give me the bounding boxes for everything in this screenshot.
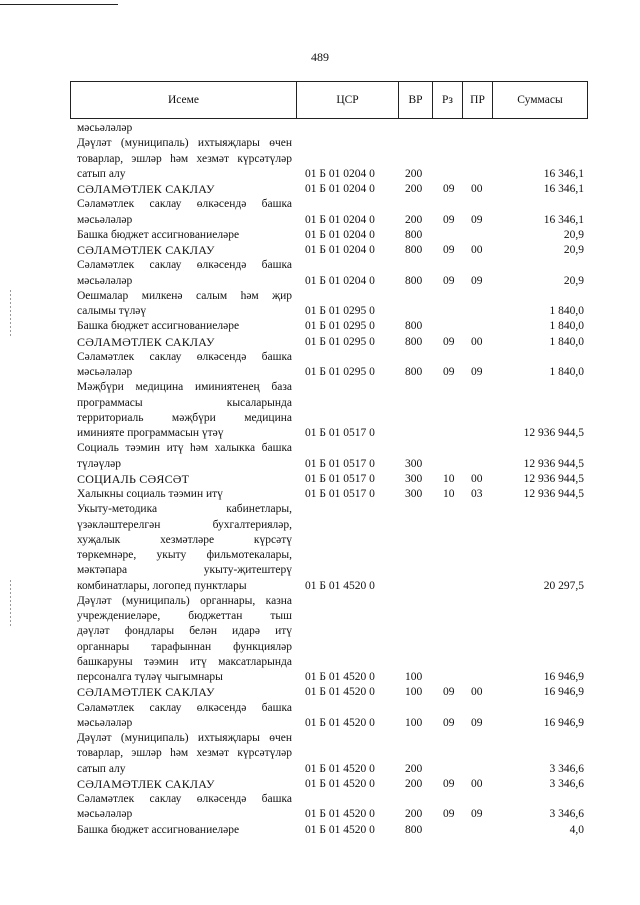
row-name-line: Сәламәтлек саклау өлкәсендә башка <box>77 350 292 363</box>
row-name-line: башкаруны тәэмин итү максатларында <box>77 655 292 668</box>
row-name-line: Дәүләт (муниципаль) ихтыяҗлары өчен <box>77 137 292 150</box>
row-sum: 20,9 <box>563 274 584 287</box>
row-sum: 1 840,0 <box>549 320 584 333</box>
row-name-line: программасы кысаларында <box>77 396 292 409</box>
row-name-line: СӘЛАМӘТЛЕК САКЛАУ <box>77 182 215 196</box>
row-name-line: дәүләт фондлары белән идарә итү <box>77 625 292 638</box>
header-name: Исеме <box>167 94 200 106</box>
row-sum: 3 346,6 <box>549 777 584 790</box>
row-name-line: Башка бюджет ассигнованиеләре <box>77 320 240 333</box>
row-name-line: товарлар, эшләр һәм хезмәт күрсәтүләр <box>77 747 292 760</box>
row-csr: 01 Б 01 0204 0 <box>305 274 375 287</box>
row-vr: 300 <box>405 457 423 470</box>
row-vr: 300 <box>405 488 423 500</box>
margin-mark <box>10 290 11 336</box>
row-vr: 800 <box>405 228 423 241</box>
row-sum: 12 936 944,5 <box>523 427 584 439</box>
row-rz: 09 <box>443 777 455 790</box>
row-name-line: СӘЛАМӘТЛЕК САКЛАУ <box>77 334 215 349</box>
row-csr: 01 Б 01 0204 0 <box>305 167 375 180</box>
row-sum: 16 946,9 <box>543 716 584 729</box>
row-vr: 200 <box>405 762 423 775</box>
row-vr: 200 <box>405 808 423 821</box>
row-name-line: мәсьәләләр <box>77 716 133 729</box>
row-name-line: сатып алу <box>77 762 126 775</box>
row-name-line: сатып алу <box>77 167 126 180</box>
row-pr: 09 <box>471 716 483 729</box>
row-pr: 09 <box>471 274 483 287</box>
row-csr: 01 Б 01 0517 0 <box>305 427 375 439</box>
row-name-line: СӘЛАМӘТЛЕК САКЛАУ <box>77 776 215 791</box>
row-name-line: комбинатлары, логопед пунктлары <box>77 579 247 592</box>
row-name-line: Халыкны социаль тәэмин итү <box>77 488 223 500</box>
row-sum: 20 297,5 <box>543 579 584 592</box>
row-csr: 01 Б 01 4520 0 <box>305 671 375 683</box>
row-rz: 09 <box>443 716 455 729</box>
row-csr: 01 Б 01 0204 0 <box>305 228 375 241</box>
row-csr: 01 Б 01 0517 0 <box>305 457 375 470</box>
row-csr: 01 Б 01 4520 0 <box>305 823 375 836</box>
row-name-line: Дәүләт (муниципаль) ихтыяҗлары өчен <box>77 732 292 744</box>
row-rz: 10 <box>443 472 455 485</box>
row-rz: 09 <box>443 274 455 287</box>
row-csr: 01 Б 01 0295 0 <box>305 320 375 333</box>
row-rz: 09 <box>443 808 455 821</box>
row-pr: 03 <box>471 488 483 500</box>
row-rz: 09 <box>443 244 455 256</box>
row-vr: 200 <box>405 777 423 790</box>
row-csr: 01 Б 01 0517 0 <box>305 472 375 485</box>
header-sum: Суммасы <box>517 94 563 106</box>
row-name-line: Сәламәтлек саклау өлкәсендә башка <box>77 198 292 211</box>
row-pr: 09 <box>471 366 483 378</box>
margin-mark <box>10 580 11 626</box>
row-vr: 100 <box>405 671 423 683</box>
row-rz: 09 <box>443 686 455 699</box>
row-sum: 16 346,1 <box>543 167 584 180</box>
header-vr: ВР <box>408 94 423 106</box>
row-sum: 1 840,0 <box>549 335 584 348</box>
row-pr: 00 <box>471 472 483 485</box>
row-csr: 01 Б 01 0295 0 <box>305 305 375 317</box>
page-number: 489 <box>311 50 329 64</box>
row-pr: 09 <box>471 808 483 821</box>
row-name-line: персоналга түләү чыгымнары <box>77 671 223 683</box>
row-sum: 16 346,1 <box>543 213 584 226</box>
row-sum: 16 946,9 <box>543 671 584 683</box>
row-pr: 00 <box>471 244 483 256</box>
row-rz: 09 <box>443 183 455 195</box>
header-pr: ПР <box>470 94 485 106</box>
row-name-line: Социаль тәэмин итү һәм халыкка башка <box>77 442 292 455</box>
row-name-line: мәсьәләләр <box>77 213 133 226</box>
row-csr: 01 Б 01 4520 0 <box>305 808 375 821</box>
row-vr: 800 <box>405 320 423 333</box>
row-name-line: Укыту-методика кабинетлары, <box>77 503 292 516</box>
row-sum: 16 946,9 <box>543 686 584 699</box>
row-csr: 01 Б 01 0295 0 <box>305 335 375 348</box>
row-vr: 200 <box>405 213 423 226</box>
row-pr: 09 <box>471 213 483 226</box>
row-rz: 09 <box>443 366 455 378</box>
row-name-line: Сәламәтлек саклау өлкәсендә башка <box>77 701 292 714</box>
row-vr: 800 <box>405 274 423 287</box>
row-vr: 800 <box>405 244 423 256</box>
row-sum: 3 346,6 <box>549 762 584 775</box>
row-csr: 01 Б 01 0295 0 <box>305 366 375 378</box>
row-vr: 200 <box>405 183 423 195</box>
row-vr: 100 <box>405 686 423 699</box>
row-name-line: учреждениеләре, бюджеттан тыш <box>77 610 292 622</box>
row-rz: 09 <box>443 213 455 226</box>
row-vr: 800 <box>405 335 423 348</box>
row-name-line: Сәламәтлек саклау өлкәсендә башка <box>77 259 292 272</box>
row-sum: 3 346,6 <box>549 808 584 821</box>
header-csr: ЦСР <box>336 94 359 106</box>
row-csr: 01 Б 01 4520 0 <box>305 716 375 729</box>
row-name-line: иминияте программасын үтәү <box>77 427 224 439</box>
row-name-line: Дәүләт (муниципаль) органнары, казна <box>77 594 292 607</box>
row-pr: 00 <box>471 686 483 699</box>
row-name-line: Башка бюджет ассигнованиеләре <box>77 823 240 836</box>
row-name-line: товарлар, эшләр һәм хезмәт күрсәтүләр <box>77 152 292 165</box>
row-name-line: салымы түләү <box>77 305 147 317</box>
row-name-line: үзәкләштерелгән бухгалтерияләр, <box>77 518 292 531</box>
row-csr: 01 Б 01 4520 0 <box>305 777 375 790</box>
row-csr: 01 Б 01 4520 0 <box>305 579 375 592</box>
row-name-line: түләүләр <box>77 457 121 470</box>
row-name-line: Башка бюджет ассигнованиеләре <box>77 228 240 241</box>
row-vr: 200 <box>405 167 423 180</box>
row-name-line: Оешмалар милкенә салым һәм җир <box>77 289 292 302</box>
row-pr: 00 <box>471 183 483 195</box>
row-csr: 01 Б 01 0204 0 <box>305 183 375 195</box>
row-name-line: мәсьәләләр <box>77 274 133 287</box>
row-name-line: мәктәпара укыту-җитештерү <box>77 564 292 577</box>
row-vr: 800 <box>405 366 423 378</box>
row-vr: 100 <box>405 716 423 729</box>
header-rz: Рз <box>442 94 453 106</box>
row-csr: 01 Б 01 4520 0 <box>305 686 375 699</box>
row-name-line: СӘЛАМӘТЛЕК САКЛАУ <box>77 243 215 257</box>
row-sum: 16 346,1 <box>543 183 584 195</box>
row-name-line: төркемнәре, укыту фильмотекалары, <box>77 549 292 561</box>
row-pr: 00 <box>471 335 483 348</box>
row-name-line: мәсьәләләр <box>77 366 133 378</box>
row-name-line: СОЦИАЛЬ СӘЯСӘТ <box>77 471 190 486</box>
row-pr: 00 <box>471 777 483 790</box>
row-sum: 1 840,0 <box>549 366 584 378</box>
row-sum: 20,9 <box>563 244 584 256</box>
row-name-line: мәсьәләләр <box>77 122 133 134</box>
row-name-line: хуҗалык хезмәтләре күрсәтү <box>77 533 292 546</box>
row-vr: 300 <box>405 472 423 485</box>
row-sum: 12 936 944,5 <box>523 472 584 485</box>
row-csr: 01 Б 01 0204 0 <box>305 213 375 226</box>
row-sum: 1 840,0 <box>549 305 584 317</box>
row-csr: 01 Б 01 0204 0 <box>305 244 375 256</box>
row-csr: 01 Б 01 4520 0 <box>305 762 375 775</box>
row-sum: 20,9 <box>563 228 584 241</box>
row-rz: 09 <box>443 335 455 348</box>
row-csr: 01 Б 01 0517 0 <box>305 488 375 500</box>
row-name-line: СӘЛАМӘТЛЕК САКЛАУ <box>77 685 215 700</box>
row-sum: 12 936 944,5 <box>523 488 584 500</box>
row-vr: 800 <box>405 823 423 836</box>
row-name-line: Сәламәтлек саклау өлкәсендә башка <box>77 793 292 805</box>
row-name-line: органнары тарафыннан функцияләр <box>77 640 292 653</box>
row-sum: 12 936 944,5 <box>523 457 584 470</box>
row-name-line: территориаль мәҗбүри медицина <box>77 411 292 424</box>
row-rz: 10 <box>443 488 455 500</box>
row-name-line: Мәҗбүри медицина иминиятенең база <box>77 381 292 394</box>
row-name-line: мәсьәләләр <box>77 808 133 821</box>
row-sum: 4,0 <box>569 823 584 836</box>
